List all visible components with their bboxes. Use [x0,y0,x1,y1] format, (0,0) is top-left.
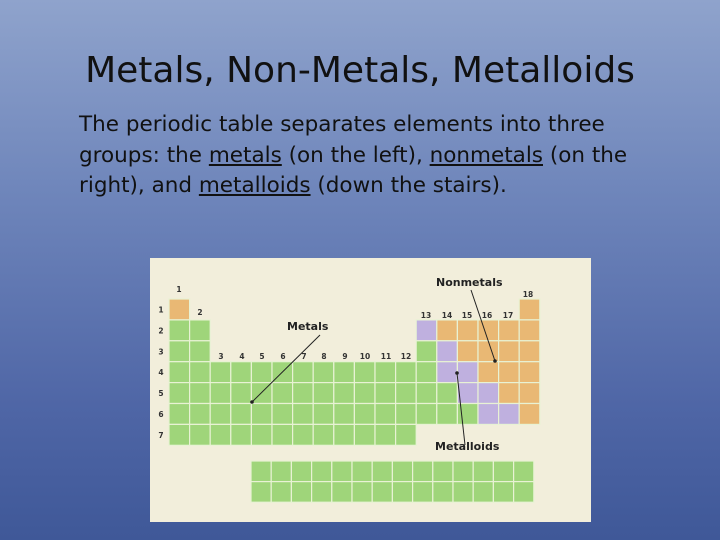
metal-cell [416,404,437,425]
metalloid-cell [457,362,478,383]
nonmetal-cell [457,341,478,362]
metal-cell [416,362,437,383]
metal-cell [293,424,314,445]
group-number: 1 [176,285,182,294]
nonmetal-cell [437,320,458,341]
metal-cell [190,320,211,341]
nonmetals-label: Nonmetals [436,276,503,289]
metal-cell [493,482,513,503]
nonmetal-cell [519,404,540,425]
group-number: 10 [359,352,371,361]
nonmetal-cell [499,362,520,383]
metalloid-cell [478,383,499,404]
group-number: 11 [380,352,392,361]
metal-cell [416,383,437,404]
metal-cell [473,461,493,482]
nonmetal-cell [519,320,540,341]
metalloid-cell [478,404,499,425]
period-number: 5 [158,389,164,399]
metal-cell [332,482,352,503]
metal-cell [514,461,534,482]
nonmetal-cell [478,341,499,362]
period-number: 3 [158,347,164,357]
metal-cell [433,461,453,482]
metal-cell [334,362,355,383]
nonmetal-cell [499,341,520,362]
metal-cell [375,383,396,404]
metal-cell [251,482,271,503]
metal-cell [190,341,211,362]
metalloid-cell [416,320,437,341]
metal-cell [272,424,293,445]
metal-cell [514,482,534,503]
metal-cell [352,482,372,503]
metal-cell [190,404,211,425]
metal-cell [354,362,375,383]
periodic-table-figure [150,258,591,522]
period-number: 4 [158,368,164,378]
metal-cell [271,482,291,503]
group-number: 15 [461,311,473,320]
group-number: 5 [259,352,265,361]
metal-cell [210,362,231,383]
metals-label: Metals [287,320,329,333]
metal-cell [293,362,314,383]
nonmetal-cell [478,320,499,341]
metal-cell [313,362,334,383]
metal-cell [169,424,190,445]
metalloids-term: metalloids [198,173,311,198]
metal-cell [332,461,352,482]
metal-cell [416,341,437,362]
metal-cell [375,404,396,425]
metal-cell [413,461,433,482]
metal-cell [433,482,453,503]
metal-cell [251,461,271,482]
metal-cell [169,320,190,341]
metal-cell [334,383,355,404]
group-number: 6 [280,352,286,361]
body-text-part: The periodic table separates elements into three groups: the [79,112,605,168]
metal-cell [251,424,272,445]
metal-cell [375,424,396,445]
metal-cell [493,461,513,482]
group-number: 9 [342,352,348,361]
metal-cell [251,362,272,383]
metal-cell [396,404,417,425]
metal-cell [392,461,412,482]
metal-cell [334,404,355,425]
metal-cell [354,383,375,404]
period-numbers [158,305,163,439]
group-number: 14 [441,311,453,320]
nonmetal-cell [169,299,190,320]
group-number: 13 [420,311,432,320]
group-number: 8 [321,352,327,361]
metal-cell [210,424,231,445]
metal-cell [169,383,190,404]
metal-cell [354,424,375,445]
metal-cell [437,383,458,404]
metal-cell [190,362,211,383]
group-number: 16 [481,311,493,320]
metal-cell [313,383,334,404]
metal-cell [372,482,392,503]
metal-cell [372,461,392,482]
nonmetal-cell [457,320,478,341]
metal-cell [396,362,417,383]
metal-cell [190,383,211,404]
body-text-part: (down the stairs). [310,173,507,198]
period-number: 7 [158,430,164,440]
metal-cell [453,461,473,482]
pointer-dot [493,359,497,363]
metal-cell [169,404,190,425]
metal-cell [396,424,417,445]
group-number: 4 [239,352,245,361]
group-number: 12 [400,352,412,361]
metalloids-label: Metalloids [435,440,500,453]
metal-cell [231,383,252,404]
period-number: 6 [158,409,164,419]
metal-cell [169,362,190,383]
nonmetal-cell [519,362,540,383]
metal-cell [272,383,293,404]
metal-cell [313,404,334,425]
metal-cell [271,461,291,482]
nonmetal-cell [499,383,520,404]
metal-cell [334,424,355,445]
metal-cell [293,383,314,404]
metal-cell [453,482,473,503]
metal-cell [396,383,417,404]
metalloid-cell [437,341,458,362]
group-number: 7 [301,352,307,361]
slide-body-text [79,110,669,202]
metalloid-cell [437,362,458,383]
metalloid-cell [499,404,520,425]
period-number: 2 [158,326,164,336]
slide-title: Metals, Non-Metals, Metalloids [85,50,635,91]
group-number: 2 [197,308,203,317]
metal-cell [293,404,314,425]
metal-cell [291,482,311,503]
nonmetal-cell [519,341,540,362]
metal-cell [210,383,231,404]
metal-cell [272,404,293,425]
nonmetals-term: nonmetals [429,142,543,168]
pointer-dot [250,400,254,404]
metal-cell [312,482,332,503]
periodic-table-diagram [150,258,591,522]
group-number: 17 [502,311,514,320]
metal-cell [413,482,433,503]
pointer-dot [455,371,459,375]
metal-cell [210,404,231,425]
metal-cell [313,424,334,445]
metal-cell [473,482,493,503]
nonmetal-cell [519,299,540,320]
metal-cell [231,404,252,425]
nonmetal-cell [478,362,499,383]
metal-cell [231,362,252,383]
body-text-part: (on the left), [281,142,430,168]
metals-term: metals [208,142,282,168]
metal-cell [437,404,458,425]
nonmetal-cell [519,383,540,404]
metal-cell [354,404,375,425]
metal-cell [291,461,311,482]
period-number: 1 [158,305,164,315]
metal-cell [190,424,211,445]
body-text-part: (on the right), and [79,142,628,198]
metal-cell [352,461,372,482]
metal-cell [392,482,412,503]
metal-cell [169,341,190,362]
nonmetal-cell [499,320,520,341]
metal-cell [251,404,272,425]
group-number: 18 [522,290,534,299]
metal-cell [312,461,332,482]
group-number: 3 [218,352,224,361]
metal-cell [231,424,252,445]
metal-cell [375,362,396,383]
